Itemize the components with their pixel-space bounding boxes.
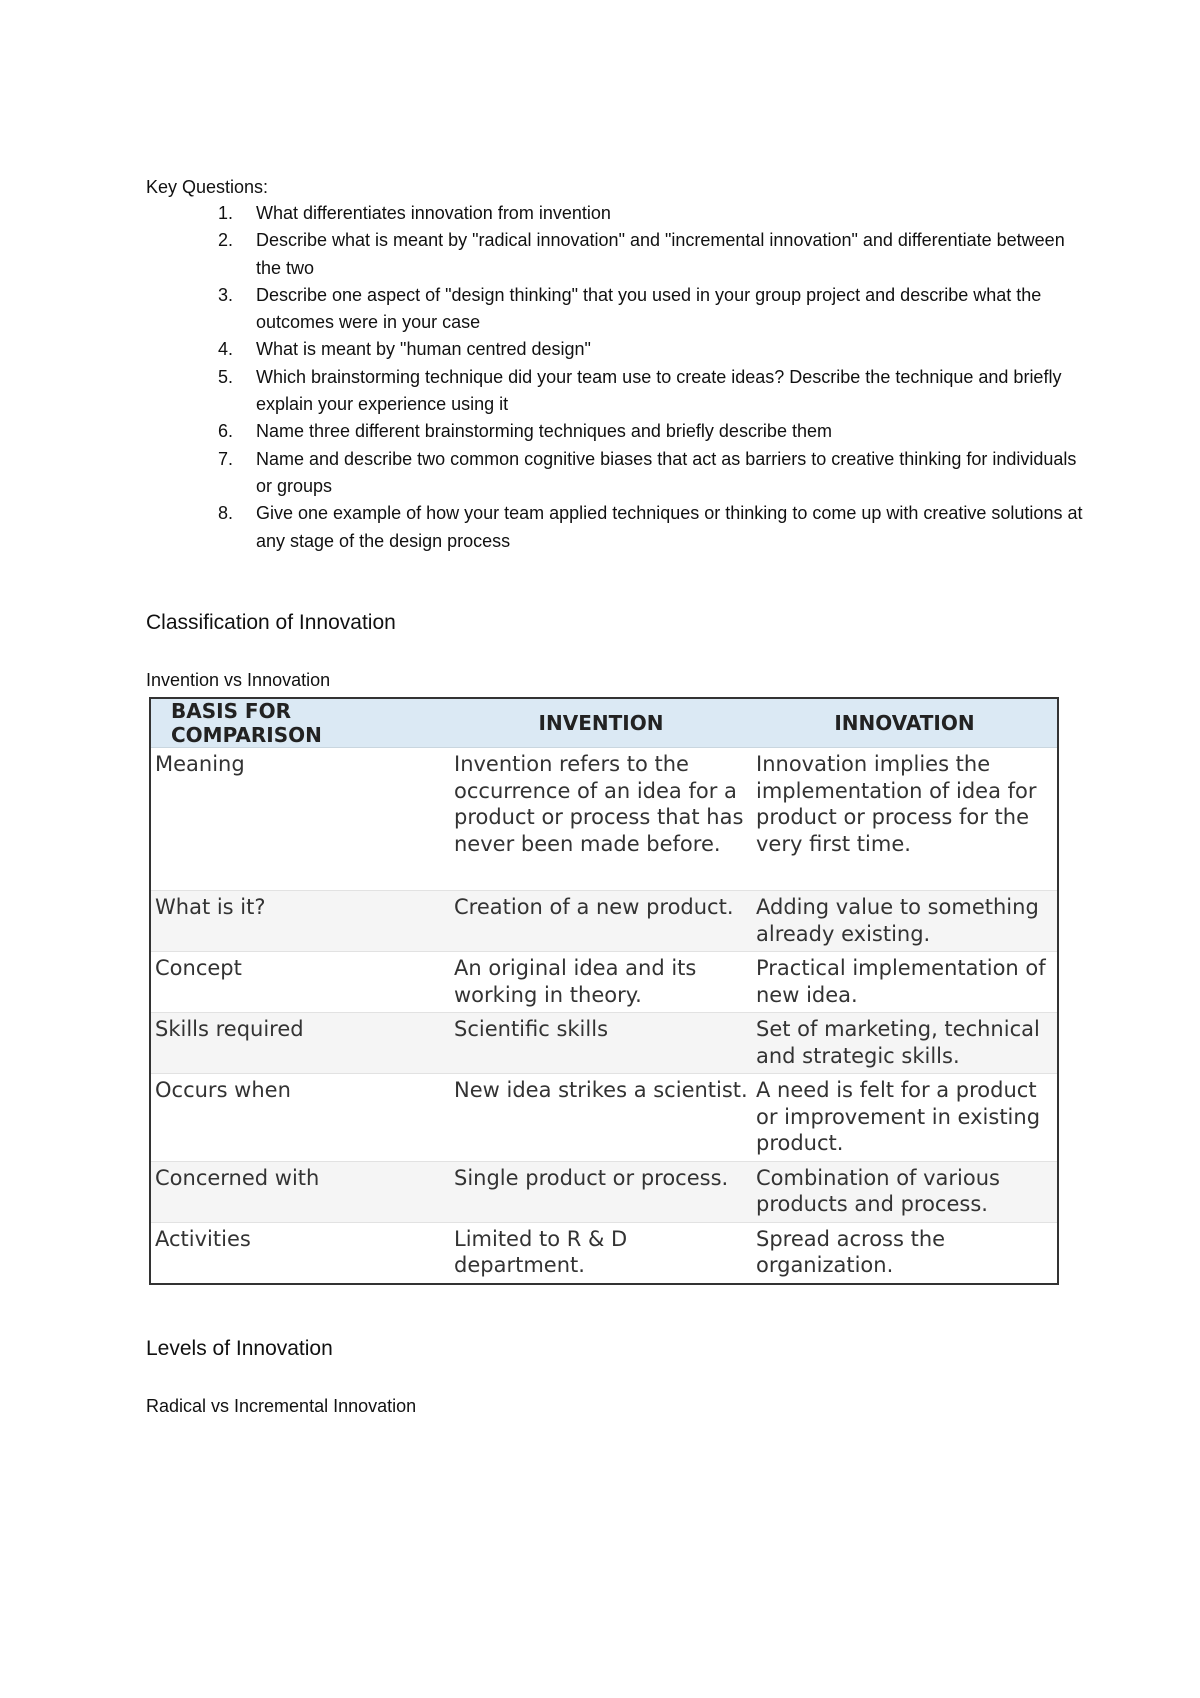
cell-innovation: Spread across the organization. bbox=[752, 1222, 1058, 1284]
cell-invention: New idea strikes a scientist. bbox=[450, 1074, 752, 1162]
list-item-number: 1. bbox=[218, 203, 234, 223]
cell-basis: What is it? bbox=[150, 891, 450, 952]
list-item bbox=[146, 500, 1086, 555]
table-row bbox=[150, 891, 1058, 952]
list-item-number: 6. bbox=[218, 421, 234, 442]
cell-innovation: Combination of various products and process. bbox=[752, 1161, 1058, 1222]
list-item bbox=[146, 200, 1086, 227]
cell-basis: Skills required bbox=[150, 1013, 450, 1074]
list-item-number: 7. bbox=[218, 448, 234, 469]
classification-heading: Classification of Innovation bbox=[146, 611, 396, 634]
comparison-table bbox=[149, 697, 1059, 1285]
header-basis: BASIS FOR COMPARISON bbox=[150, 698, 450, 748]
cell-invention: Limited to R & D department. bbox=[450, 1222, 752, 1284]
table-row bbox=[150, 952, 1058, 1013]
cell-invention: Creation of a new product. bbox=[450, 891, 752, 952]
list-item-text: Name and describe two common cognitive biases that act as barriers to creative thinking for individuals or groups bbox=[256, 448, 1077, 496]
cell-invention: Invention refers to the occurrence of an idea for a product or process that has never been made before. bbox=[450, 748, 752, 891]
cell-invention: An original idea and its working in theory. bbox=[450, 952, 752, 1013]
list-item-text: Which brainstorming technique did your team use to create ideas? Describe the technique and briefly explain your experience using it bbox=[256, 366, 1062, 415]
list-item bbox=[146, 227, 1086, 282]
list-item-number: 4. bbox=[218, 339, 234, 360]
cell-innovation: Adding value to something already existing. bbox=[752, 891, 1058, 952]
list-item-text: What differentiates innovation from invention bbox=[256, 203, 611, 223]
list-item-number: 8. bbox=[218, 503, 234, 524]
cell-innovation: Set of marketing, technical and strategic skills. bbox=[752, 1013, 1058, 1074]
invention-vs-innovation-subheading: Invention vs Innovation bbox=[146, 670, 331, 690]
list-item-text: Describe what is meant by "radical innovation" and "incremental innovation" and differentiate between the two bbox=[256, 230, 1065, 278]
cell-invention: Scientific skills bbox=[450, 1013, 752, 1074]
cell-basis: Concerned with bbox=[150, 1161, 450, 1222]
list-item bbox=[146, 364, 1086, 419]
list-item bbox=[146, 336, 1086, 363]
cell-basis: Occurs when bbox=[150, 1074, 450, 1162]
table-row bbox=[150, 1074, 1058, 1162]
table-row bbox=[150, 1161, 1058, 1222]
cell-basis: Concept bbox=[150, 952, 450, 1013]
cell-innovation: Innovation implies the implementation of idea for product or process for the very first time. bbox=[752, 748, 1058, 891]
list-item-number: 5. bbox=[218, 366, 234, 387]
table-header-row bbox=[150, 698, 1058, 748]
header-invention: INVENTION bbox=[450, 698, 752, 748]
levels-heading: Levels of Innovation bbox=[146, 1337, 333, 1360]
list-item-number: 3. bbox=[218, 284, 234, 305]
list-item bbox=[146, 418, 1086, 445]
cell-basis: Meaning bbox=[150, 748, 450, 891]
list-item-text: Give one example of how your team applied techniques or thinking to come up with creative solutions at any stage of the design process bbox=[256, 503, 1083, 551]
radical-vs-incremental-subheading: Radical vs Incremental Innovation bbox=[146, 1396, 417, 1416]
header-innovation: INNOVATION bbox=[752, 698, 1058, 748]
list-item bbox=[146, 446, 1086, 501]
table-row bbox=[150, 1013, 1058, 1074]
table-row bbox=[150, 1222, 1058, 1284]
cell-invention: Single product or process. bbox=[450, 1161, 752, 1222]
list-item-number: 2. bbox=[218, 230, 234, 251]
cell-innovation: Practical implementation of new idea. bbox=[752, 952, 1058, 1013]
list-item-text: Name three different brainstorming techniques and briefly describe them bbox=[256, 421, 832, 442]
cell-basis: Activities bbox=[150, 1222, 450, 1284]
key-questions-title: Key Questions: bbox=[146, 177, 269, 197]
table-row bbox=[150, 748, 1058, 891]
cell-innovation: A need is felt for a product or improvement in existing product. bbox=[752, 1074, 1058, 1162]
list-item-text: Describe one aspect of "design thinking" that you used in your group project and describe what the outcomes were in your case bbox=[256, 284, 1042, 333]
list-item bbox=[146, 282, 1086, 337]
key-questions-list bbox=[146, 200, 1086, 555]
list-item-text: What is meant by "human centred design" bbox=[256, 339, 591, 360]
